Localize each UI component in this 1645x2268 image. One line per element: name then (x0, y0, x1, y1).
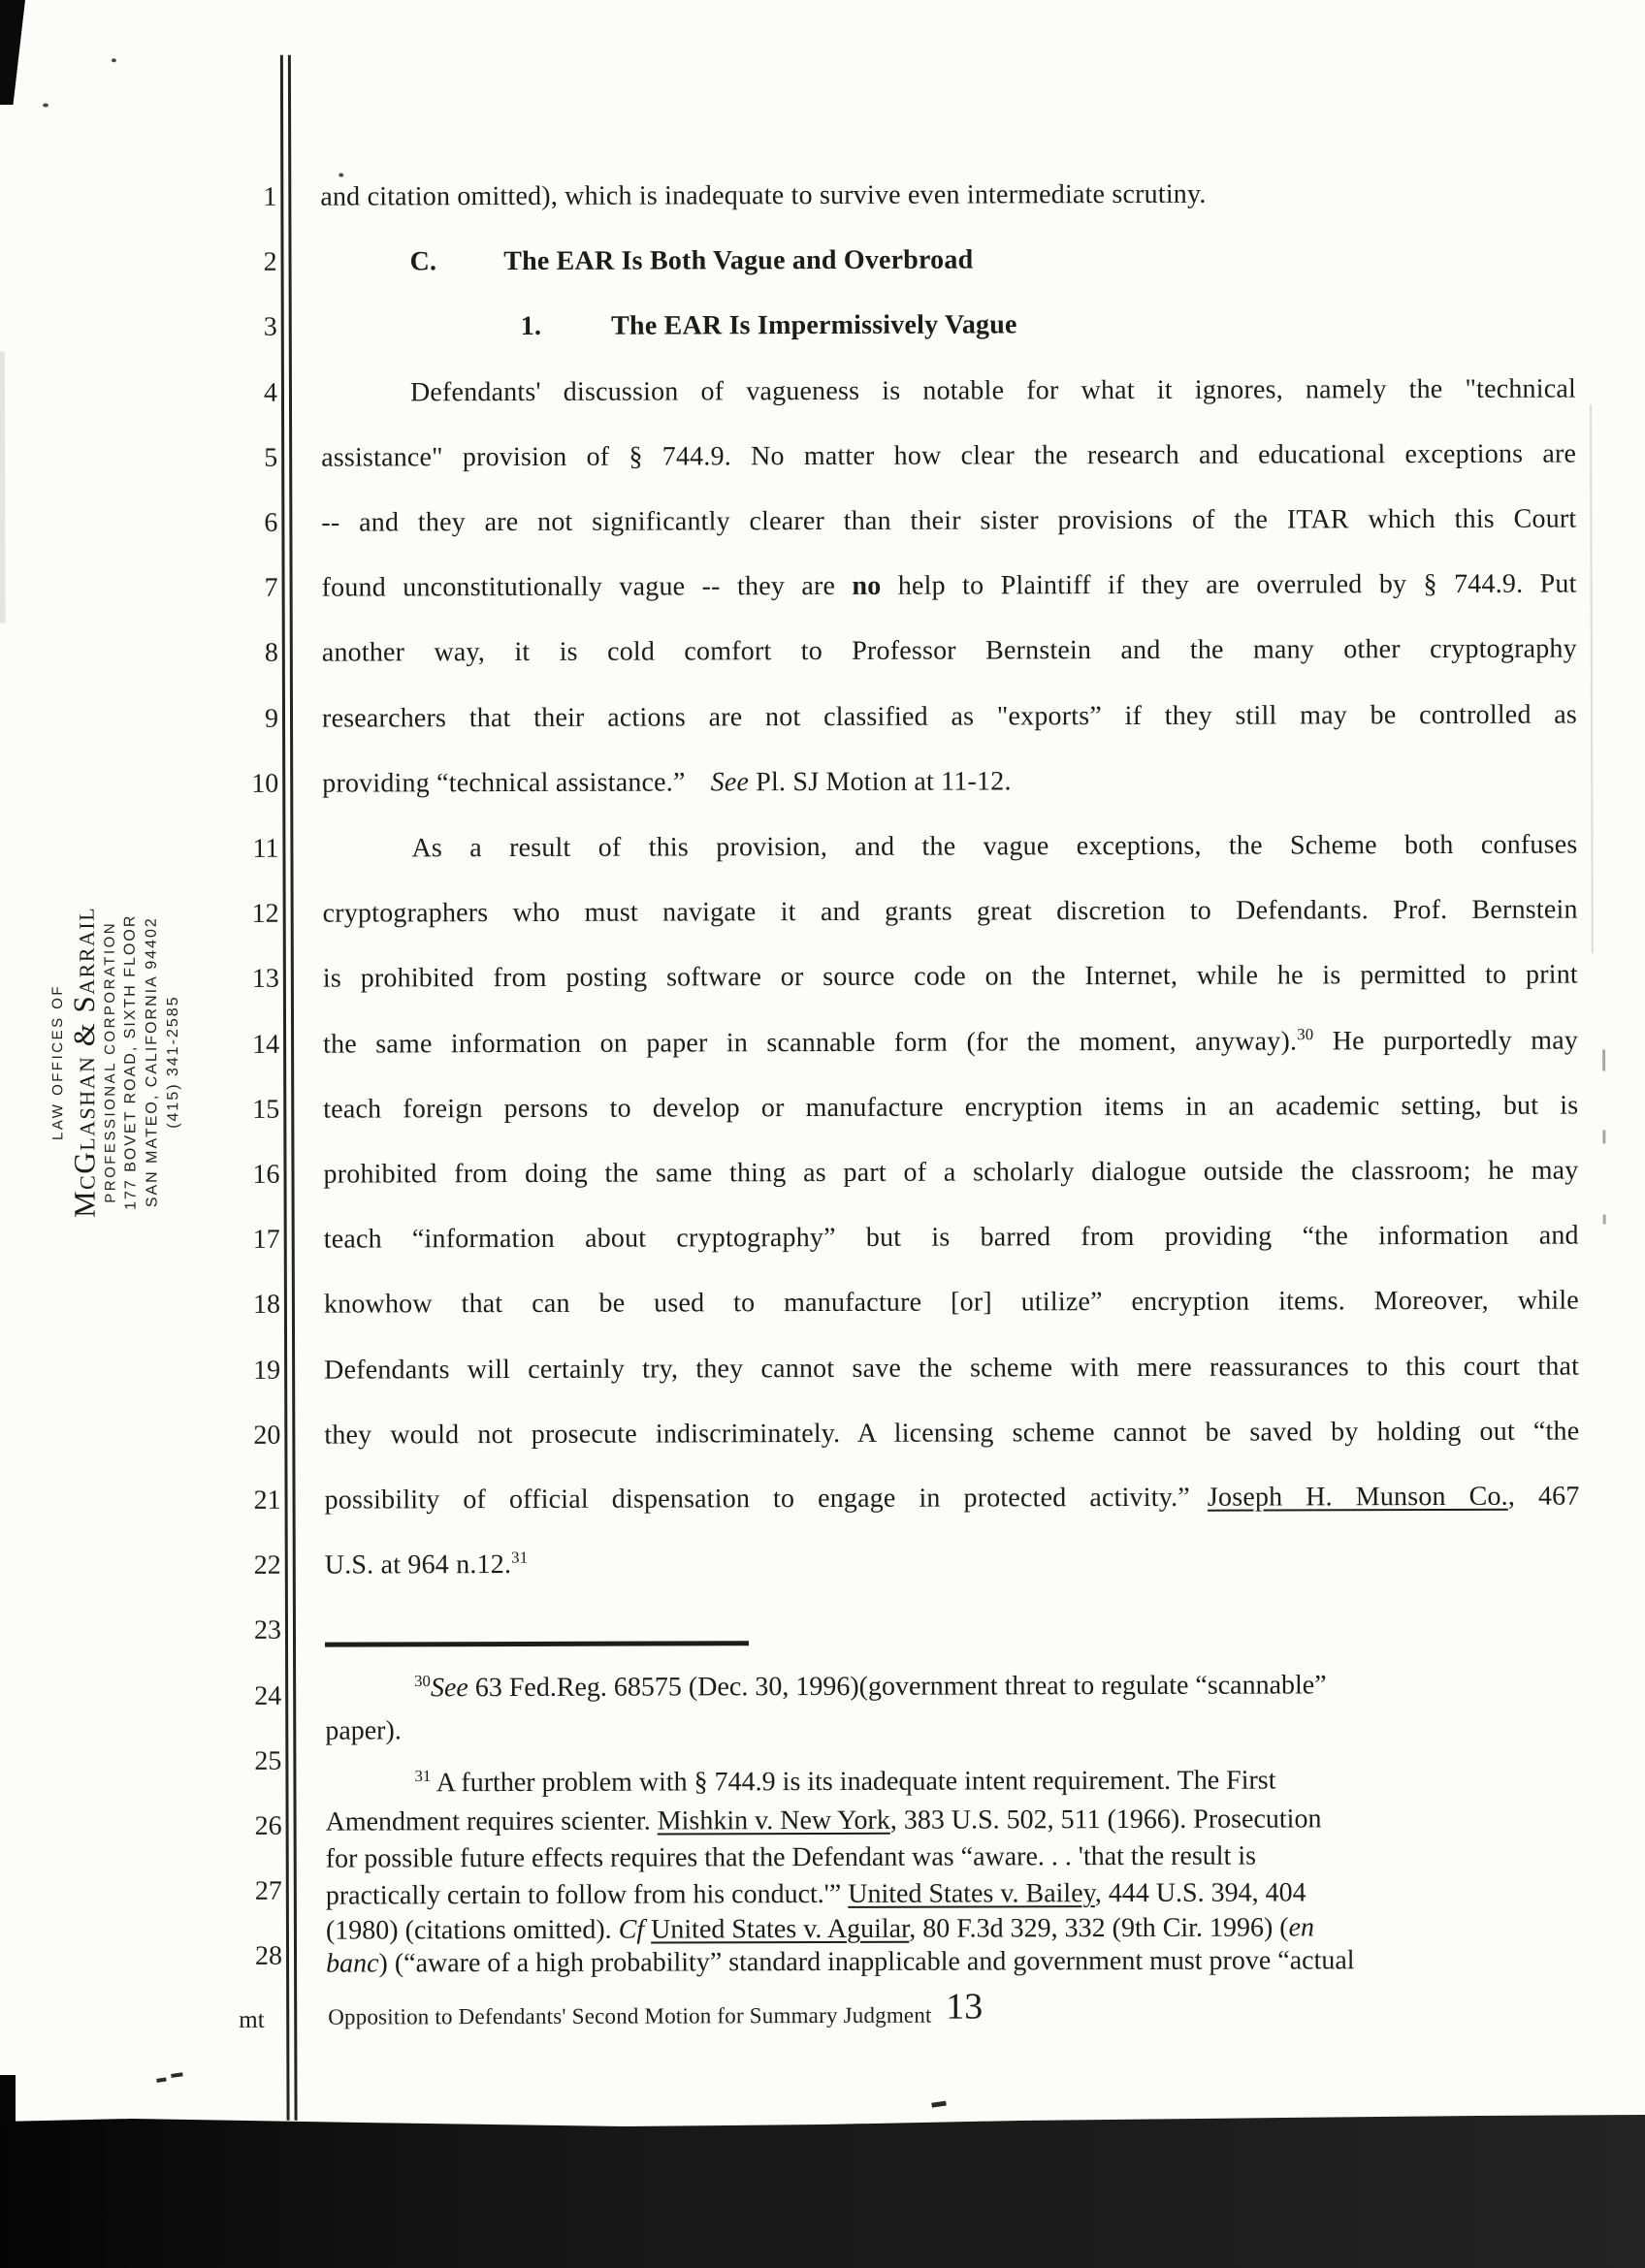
body-line-14 (323, 1021, 1578, 1064)
text-segment: possibility of official dispensation to engage in protected activity.” (324, 1482, 1190, 1516)
footnote-separator-rule (325, 1641, 749, 1646)
body-line-22 (325, 1543, 1580, 1585)
text-segment: found unconstitutionally vague -- they are (321, 571, 853, 603)
text-segment: practically certain to follow from his conduct.'” (325, 1878, 849, 1911)
line-number-5: 5 (264, 442, 278, 473)
line-number-10: 10 (251, 768, 279, 799)
law-firm-sidebar (48, 819, 195, 1304)
footnote-reference: 31 (511, 1548, 529, 1567)
line-number-25: 25 (254, 1745, 282, 1776)
text-segment: Mishkin v. New York (657, 1805, 890, 1837)
footnote-reference: 31 (414, 1766, 432, 1785)
body-line-5 (321, 434, 1576, 477)
page-number: 13 (946, 1986, 984, 2028)
text-segment: paper). (325, 1715, 402, 1746)
footnote-30-line-1 (325, 1668, 1586, 1707)
pleading-rule-inner (288, 55, 298, 2121)
text-segment: and citation omitted), which is inadequate to survive even intermediate scrutiny. (320, 178, 1207, 212)
line-number-8: 8 (264, 638, 278, 669)
sidebar-law-offices-of: LAW OFFICES OF (48, 983, 67, 1141)
faint-right-margin-line (1590, 405, 1594, 953)
text-segment: He purportedly may (1313, 1025, 1579, 1057)
text-segment: Joseph H. Munson Co. (1207, 1481, 1508, 1513)
text-segment: assistance" provision of § 744.9. No matter how clear the research and educational exceptions are (321, 438, 1577, 473)
footer-typist-initials: mt (239, 2006, 265, 2033)
text-segment: knowhow that can be used to manufacture [or] utilize” encryption items. Moreover, while (323, 1285, 1579, 1321)
footnote-31-line-2 (326, 1802, 1587, 1840)
scan-smudge (0, 352, 6, 623)
heading-label: C. (409, 246, 437, 277)
scan-speck (339, 174, 343, 177)
body-line-8 (322, 630, 1577, 673)
text-segment: providing “technical assistance.” (322, 767, 686, 799)
line-number-24: 24 (254, 1680, 282, 1711)
line-number-28: 28 (254, 1941, 283, 1972)
footer-document-title: Opposition to Defendants' Second Motion for Summary Judgment (328, 2002, 932, 2029)
footnote-31-line-1 (325, 1763, 1586, 1802)
line-number-26: 26 (254, 1810, 282, 1841)
text-segment: is prohibited from posting software or source code on the Internet, while he is permitted to print (322, 959, 1578, 995)
line-number-2: 2 (263, 246, 277, 277)
line-number-14: 14 (252, 1029, 280, 1060)
right-margin-dash (1603, 1214, 1606, 1224)
pen-dash-mark (171, 2072, 182, 2078)
section-heading (321, 304, 1576, 347)
footnote-31-line-4 (326, 1875, 1587, 1914)
line-number-9: 9 (264, 703, 279, 734)
text-segment: teach “information about cryptography” but is barred from providing “the information and (323, 1220, 1579, 1255)
line-number-3: 3 (263, 312, 277, 343)
line-number-12: 12 (251, 898, 279, 930)
text-segment: prohibited from doing the same thing as part of a scholarly dialogue outside the classroom; he may (323, 1155, 1579, 1190)
line-number-18: 18 (252, 1290, 280, 1321)
body-line-7 (322, 565, 1577, 608)
text-segment: , 467 (1507, 1481, 1580, 1512)
text-segment: See (430, 1673, 468, 1704)
text-segment: , 383 U.S. 502, 511 (1966). Prosecution (889, 1804, 1322, 1836)
body-line-4 (321, 369, 1576, 412)
footnote-31-line-6 (326, 1943, 1587, 1982)
text-segment: The EAR Is Both Vague and Overbroad (503, 244, 974, 277)
pen-dash-mark (156, 2077, 166, 2082)
text-segment: teach foreign persons to develop or manufacture encryption items in an academic setting, but is (323, 1090, 1579, 1125)
text-segment: Pl. SJ Motion at 11-12. (749, 766, 1012, 798)
line-number-27: 27 (254, 1875, 282, 1907)
body-line-9 (322, 695, 1577, 738)
text-segment: Defendants' discussion of vagueness is notable for what it ignores, namely the "technical (409, 373, 1577, 407)
pen-dash-mark (931, 2101, 947, 2108)
text-segment: no (852, 570, 882, 602)
body-line-17 (324, 1217, 1579, 1260)
sidebar-address-line2: SAN MATEO, CALIFORNIA 94402 (143, 916, 161, 1208)
footnote-reference: 30 (414, 1671, 431, 1690)
line-number-20: 20 (253, 1420, 281, 1451)
text-segment: United States v. Bailey (848, 1878, 1095, 1909)
body-line-15 (323, 1086, 1578, 1129)
body-line-13 (323, 956, 1578, 999)
heading-label: 1. (520, 311, 542, 342)
text-segment: for possible future effects requires that the Defendant was “aware. . . 'that the result is (325, 1840, 1257, 1874)
body-line-20 (324, 1412, 1579, 1454)
line-number-22: 22 (253, 1549, 281, 1581)
section-heading (320, 240, 1575, 282)
body-line-19 (324, 1347, 1579, 1390)
line-number-19: 19 (253, 1355, 281, 1386)
body-line-10 (322, 760, 1577, 803)
text-segment: they would not prosecute indiscriminately. A licensing scheme cannot be saved by holding out “the (324, 1416, 1580, 1451)
scan-bottom-band (0, 2112, 1645, 2268)
text-segment: 63 Fed.Reg. 68575 (Dec. 30, 1996)(government threat to regulate “scannable” (468, 1670, 1327, 1704)
text-segment: Amendment requires scienter. (325, 1805, 658, 1837)
right-margin-dash (1602, 1130, 1605, 1143)
body-line-16 (323, 1152, 1578, 1195)
body-line-6 (321, 500, 1576, 543)
text-segment: en (1288, 1912, 1315, 1943)
sidebar-firm-name: McGlashan & Sarrail (66, 906, 102, 1218)
body-line-18 (324, 1282, 1579, 1325)
text-segment: The EAR Is Impermissively Vague (611, 309, 1017, 342)
text-segment: help to Plaintiff if they are overruled by § 744.9. Put (881, 568, 1577, 601)
text-segment: banc (326, 1948, 379, 1979)
line-number-13: 13 (251, 964, 279, 995)
line-number-16: 16 (252, 1159, 280, 1190)
sidebar-phone: (415) 341-2585 (164, 995, 182, 1129)
text-segment: cryptographers who must navigate it and grants great discretion to Defendants. Prof. Bernstein (322, 894, 1578, 929)
line-number-21: 21 (253, 1485, 281, 1516)
text-segment: U.S. at 964 n.12. (324, 1549, 512, 1581)
line-number-7: 7 (264, 572, 278, 603)
footnote-30-line-2 (325, 1710, 1586, 1749)
text-segment: another way, it is cold comfort to Professor Bernstein and the many other cryptography (321, 633, 1577, 669)
text-segment: As a result of this provision, and the vague exceptions, the Scheme both confuses (411, 829, 1578, 864)
line-number-23: 23 (253, 1615, 282, 1646)
line-number-1: 1 (263, 181, 277, 212)
sidebar-professional-corporation: PROFESSIONAL CORPORATION (101, 920, 119, 1203)
footnote-31-line-3 (326, 1838, 1587, 1877)
scan-speck (43, 104, 48, 108)
sidebar-address-line1: 177 BOVET ROAD, SIXTH FLOOR (121, 913, 140, 1210)
line-number-11: 11 (252, 833, 279, 864)
line-number-6: 6 (264, 507, 278, 538)
line-number-17: 17 (252, 1224, 280, 1256)
text-segment: , 444 U.S. 394, 404 (1094, 1877, 1306, 1909)
right-margin-dash (1602, 1049, 1605, 1070)
footnote-reference: 30 (1297, 1024, 1314, 1043)
text-segment: Cf (618, 1914, 645, 1945)
text-segment: A further problem with § 744.9 is its inadequate intent requirement. The First (431, 1765, 1276, 1799)
text-segment: See (710, 767, 750, 798)
text-segment: United States v. Aguilar (651, 1913, 910, 1945)
scan-speck (112, 58, 116, 62)
body-line-1 (320, 175, 1575, 217)
text-segment: the same information on paper in scannable form (for the moment, anyway). (323, 1026, 1298, 1060)
body-line-21 (324, 1478, 1579, 1520)
body-line-12 (323, 891, 1578, 934)
text-segment: (1980) (citations omitted). (325, 1914, 619, 1946)
line-number-15: 15 (252, 1094, 280, 1125)
line-number-4: 4 (263, 377, 278, 408)
text-segment: ) (“aware of a high probability” standard inapplicable and government must prove “actual (378, 1945, 1355, 1979)
text-segment: -- and they are not significantly clearer than their sister provisions of the ITAR which this Court (321, 503, 1577, 538)
text-segment: researchers that their actions are not classified as "exports” if they still may be controlled as (321, 699, 1578, 734)
body-line-11 (322, 826, 1577, 869)
text-segment: Defendants will certainly try, they cannot save the scheme with mere reassurances to this court that (324, 1351, 1580, 1386)
text-segment: , 80 F.3d 329, 332 (9th Cir. 1996) ( (909, 1912, 1289, 1944)
